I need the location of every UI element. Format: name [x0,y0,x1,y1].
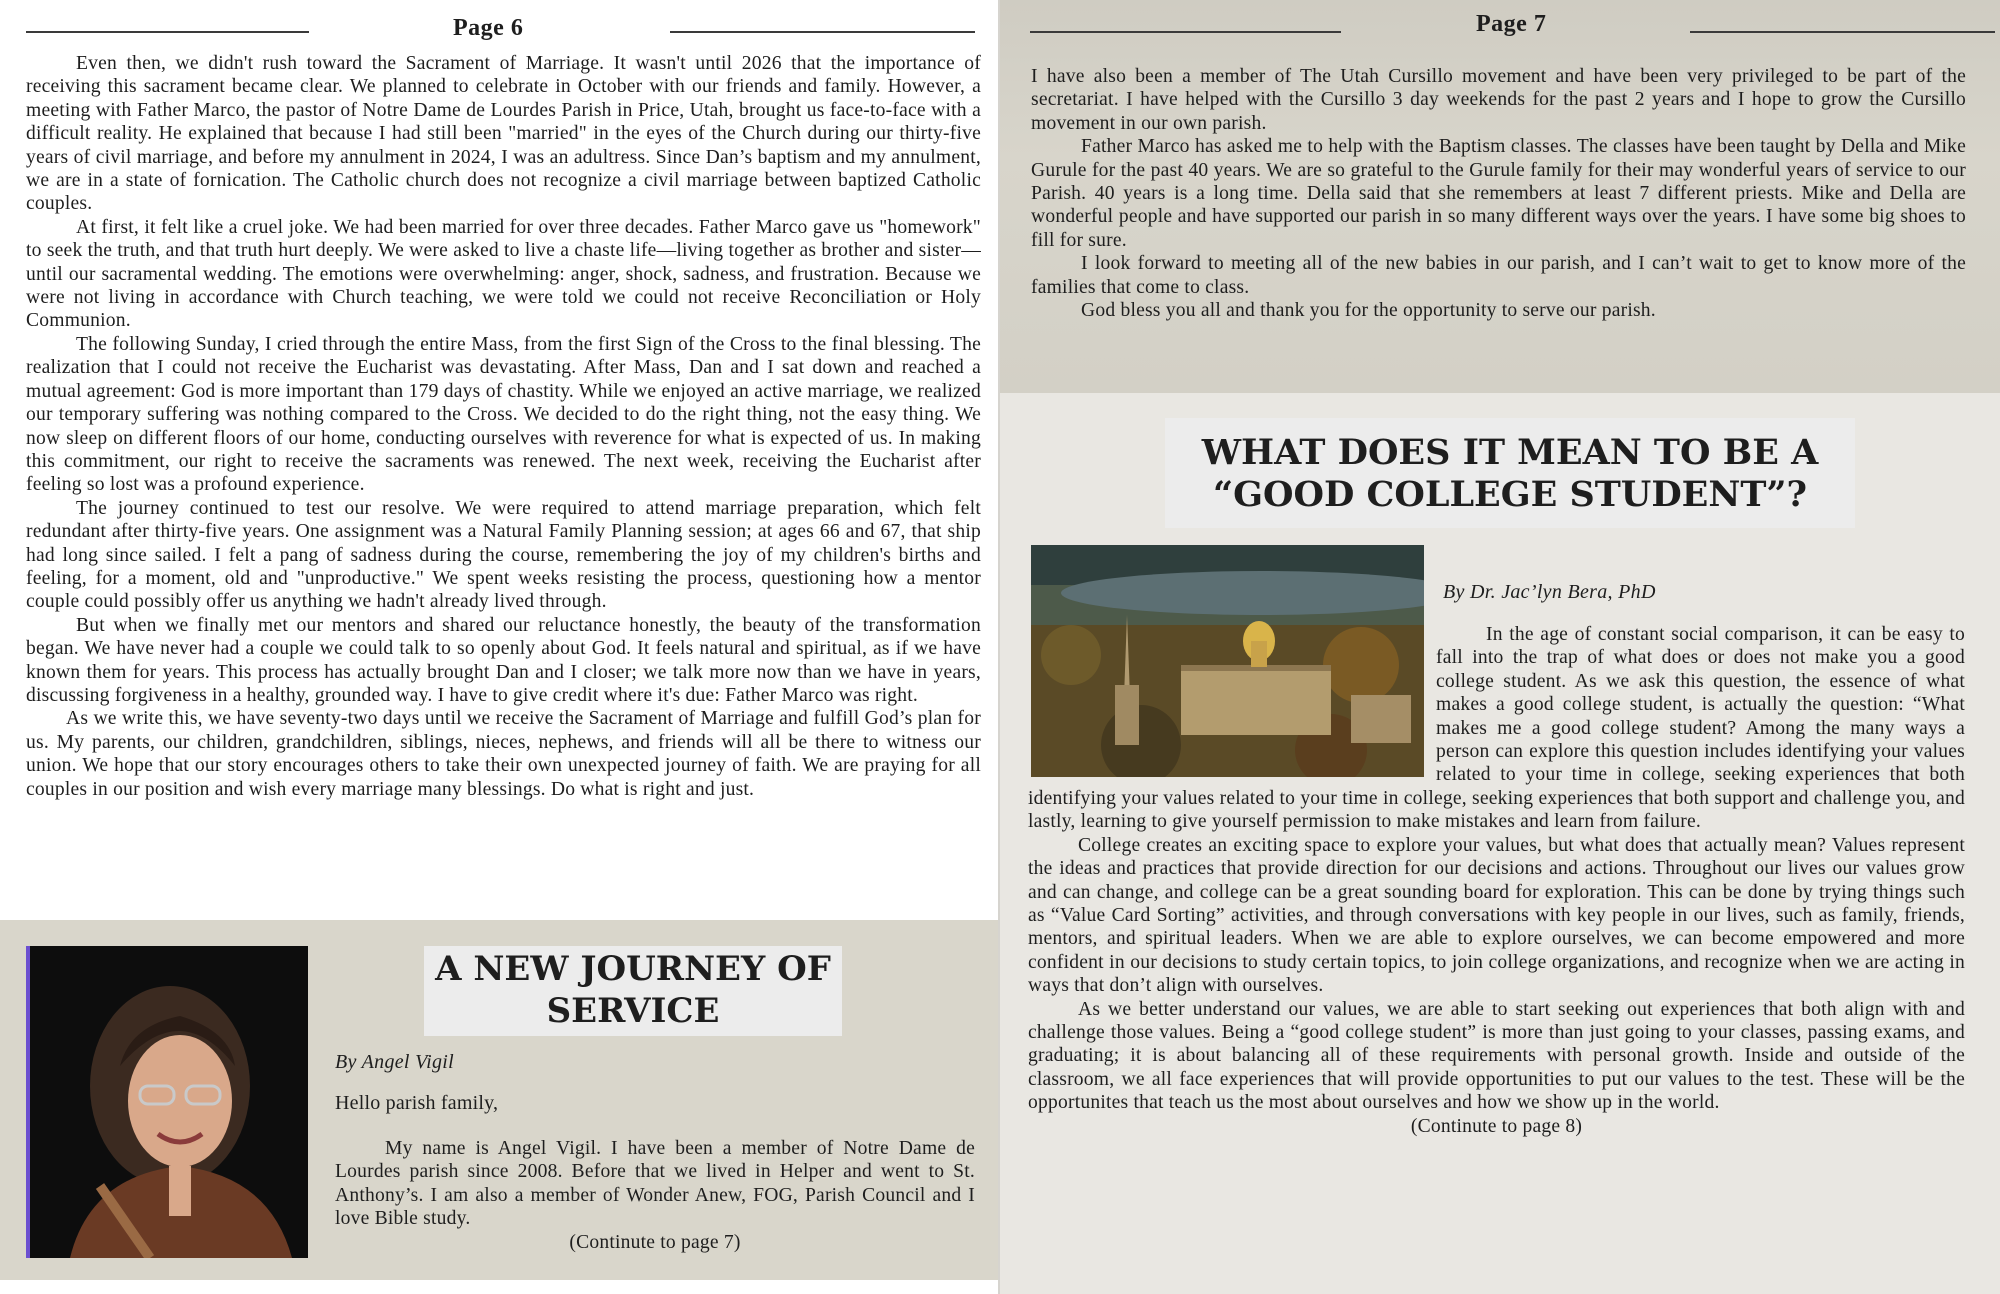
continue-note: (Continute to page 7) [569,1231,741,1253]
title-line: SERVICE [546,991,720,1031]
paragraph: I have also been a member of The Utah Cursillo movement and have been very privileged to be part of the secretariat. I have helped with the Cursillo 3 day weekends for the past 2 years and I hope to grow the Cursillo movement in our own parish. [1031,66,1966,134]
article-body [335,1137,975,1254]
campus-photo [1031,545,1424,777]
paragraph: The journey continued to test our resolve. We were required to attend marriage preparation, which felt redundant after thirty-five years. One assignment was a Natural Family Planning session; at ages 66 and 67, that ship had long since sailed. I felt a pang of sadness during the course, remembering the joy of my children's births and feeling, for a moment, old and "unproductive." We spent weeks resisting the process, questioning how a mentor couple could possibly offer us anything we hadn't already lived through. [26,497,981,613]
paragraph: College creates an exciting space to explore your values, but what does that actually mean? Values represent the ideas and practices that provide direction for our decisions and actions. Throughout our lives our values grow and can change, and college can be a great sounding board for exploration. This can be done by trying things such as “Value Card Sorting” activities, and through conversations with key people in our lives, such as family, friends, mentors, and spiritual leaders. When we are able to explore ourselves, we can become empowered and more confident in our decisions to study certain topics, to join college organizations, and recognize when we are acting in ways that don’t align with ourselves. [1028,834,1965,997]
header-rule-left [26,31,309,33]
header-rule-left [1030,31,1341,33]
greeting: Hello parish family, [335,1092,499,1114]
header-rule-right [1690,31,1995,33]
paragraph: As we write this, we have seventy-two days until we receive the Sacrament of Marriage and fulfill God’s plan for us. My parents, our children, grandchildren, siblings, nieces, nephews, and friends will all be there to witness our union. We hope that our story encourages others to take their own unexpected journey of faith. We are praying for all couples in our position and wish every marriage many blessings. Do what is right and just. [26,708,981,800]
paragraph: My name is Angel Vigil. I have been a member of Notre Dame de Lourdes parish since 2008. Before that we lived in Helper and went to St. Anthony’s. I am also a member of Wonder Anew, FOG, Parish Council and I love Bible study. [335,1138,975,1230]
paragraph: Even then, we didn't rush toward the Sacrament of Marriage. It wasn't until 2026 that the importance of receiving this sacrament became clear. We planned to celebrate in October with our friends and family. However, a meeting with Father Marco, the pastor of Notre Dame de Lourdes Parish in Price, Utah, brought us face-to-face with a difficult reality. He explained that because I had still been "married" in the eyes of the Church during our thirty-five years of civil marriage, and before my annulment in 2024, I was an adultress. Since Dan’s baptism and my annulment, we are in a state of fornication. The Catholic church does not recognize a civil marriage between baptized Catholic couples. [26,53,981,215]
title-line: “GOOD COLLEGE STUDENT”? [1212,474,1808,515]
paragraph: identifying your values related to your time in college, seeking experiences that both support and challenge you, and lastly, learning to give yourself permission to make mistakes and learn from failure. [1028,788,1965,833]
paragraph: At first, it felt like a cruel joke. We had been married for over three decades. Father Marco gave us "homework" to seek the truth, and that truth hurt deeply. We were asked to live a chaste life—living together as brother and sister—until our sacramental wedding. The emotions were overwhelming: anger, shock, sadness, and frustration. Because we were not living in accordance with Church teaching, we were told we could not receive Reconciliation or Holy Communion. [26,216,981,332]
continue-note: (Continute to page 8) [1410,1115,1583,1137]
title-line: A NEW JOURNEY OF [435,949,831,989]
title-line: WHAT DOES IT MEAN TO BE A [1201,432,1819,473]
byline: By Dr. Jac’lyn Bera, PhD [1443,581,1656,603]
campus-illustration [1031,545,1424,777]
article-title [1165,418,1855,528]
paragraph: Father Marco has asked me to help with the Baptism classes. The classes have been taught by Della and Mike Gurule for the past 40 years. We are so grateful to the Gurule family for their may wonderful years of service to our Parish. 40 years is a long time. Della said that she remembers at least 7 different priests. Mike and Della are wonderful people and have supported our parish in so many different ways over the years. I have some big shoes to fill for sure. [1031,136,1966,251]
paragraph: I look forward to meeting all of the new babies in our parish, and I can’t wait to get to know more of the families that come to class. [1031,253,1966,298]
article-body [1031,65,1966,322]
paragraph: In the age of constant social comparison, it can be easy to fall into the trap of what does or does not make you a good college student. As we ask this question, the essence of what makes a good college student, is actually the question: “What makes me a good college student? Among the many ways a person can explore this question includes identifying your values related to your time in college, seeking experiences that both [1436,624,1965,786]
page-label: Page 7 [1476,11,1547,37]
paragraph: God bless you all and thank you for the opportunity to serve our parish. [1081,300,1656,322]
paragraph: But when we finally met our mentors and shared our reluctance honestly, the beauty of the transformation began. We have never had a couple we could talk to so openly about God. It feels natural and spiritual, as if we have known them for years. This process has actually brought Dan and I closer; we talk more now than we have in years, discussing forgiveness in a healthy, grounded way. I have to give credit where it's due: Father Marco was right. [26,614,981,706]
article-body [26,52,981,801]
article-title [424,946,842,1036]
article-body [1436,623,1965,786]
author-photo [26,946,308,1258]
page-6 [0,0,998,1294]
paragraph: The following Sunday, I cried through the entire Mass, from the first Sign of the Cross to the final blessing. The realization that I could not receive the Eucharist was devastating. After Mass, Dan and I sat down and reached a mutual agreement: God is more important than 179 days of chastity. While we enjoyed an active marriage, we realized our temporary suffering was nothing compared to the Cross. We decided to do the right thing, not the easy thing. We now sleep on different floors of our home, conducting ourselves with reverence for what is expected of us. In making this commitment, our right to receive the sacraments was renewed. The next week, receiving the Eucharist after feeling so lost was a profound experience. [26,333,981,496]
byline: By Angel Vigil [335,1051,454,1073]
page-label: Page 6 [453,15,524,41]
header-rule-right [670,31,975,33]
article-body-continued [1028,787,1965,1138]
paragraph: As we better understand our values, we are able to start seeking out experiences that both align with and challenge those values. Being a “good college student” is more than just going to your classes, passing exams, and graduating; it is about balancing all of these requirements with personal growth. Inside and outside of the classroom, we all face experiences that will provide opportunities to put our values to the test. These will be the opportunites that teach us the most about ourselves and how we show up in the world. [1028,998,1965,1114]
portrait-illustration [30,946,308,1258]
